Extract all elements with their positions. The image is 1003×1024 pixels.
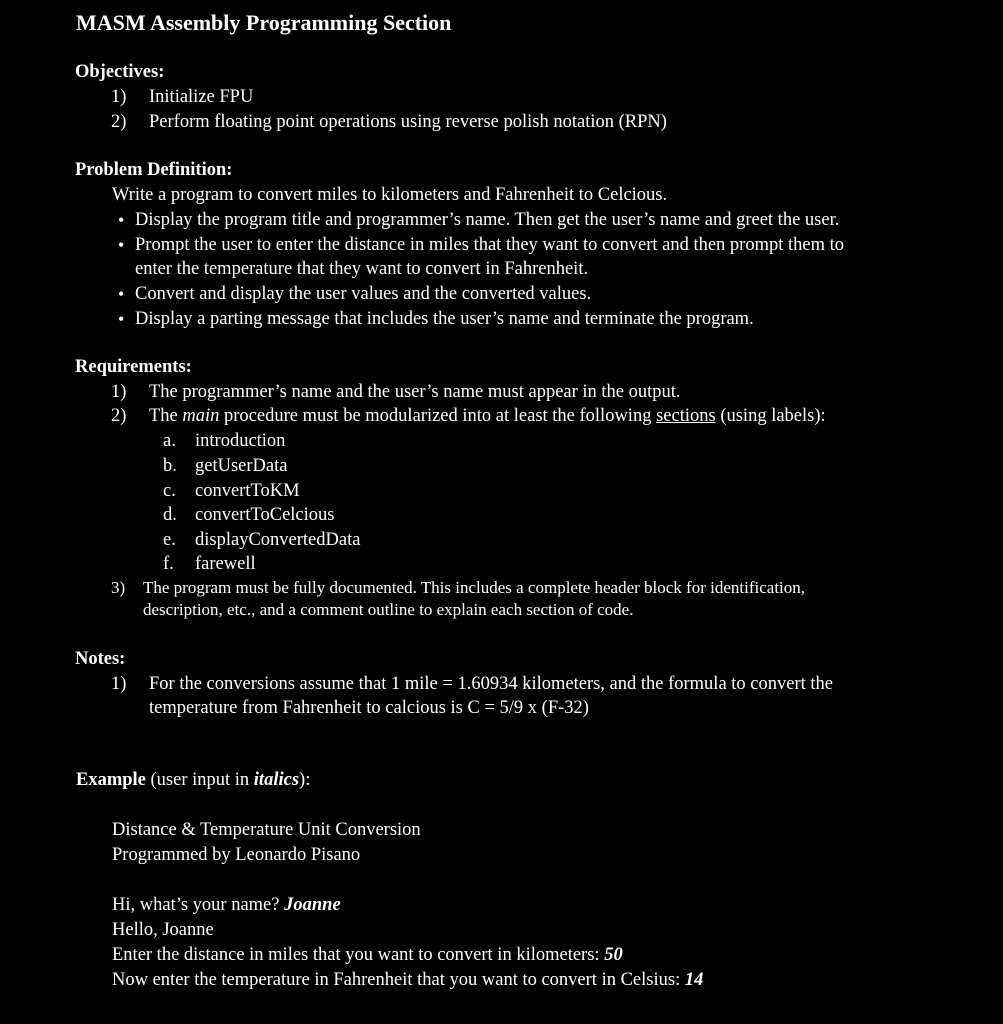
bullet-icon: • [118, 309, 125, 329]
example-prompt: Now enter the temperature in Fahrenheit that you want to convert in Celsius: [112, 970, 685, 990]
example-heading-text: (user input in [145, 770, 254, 790]
sub-item-letter: f. [163, 554, 174, 574]
sub-item-letter: a. [163, 431, 176, 451]
example-user-input: Joanne [284, 895, 341, 915]
example-heading-bold: Example [76, 770, 146, 790]
problem-bullet: Prompt the user to enter the distance in miles that they want to convert and then prompt them to [135, 235, 844, 255]
problem-heading: Problem Definition: [75, 160, 233, 180]
example-user-input: 14 [684, 970, 704, 990]
document-title: MASM Assembly Programming Section [76, 10, 452, 35]
requirement-item [149, 404, 826, 429]
objective-number: 1) [111, 87, 127, 107]
example-user-input: 50 [604, 945, 623, 965]
sub-item-letter: c. [163, 481, 176, 501]
requirement-text: The [149, 406, 183, 426]
sub-item: convertToCelcious [195, 505, 335, 525]
notes-heading: Notes: [75, 649, 126, 669]
note-number: 1) [111, 674, 127, 694]
requirement-item-continuation: description, etc., and a comment outline to explain each section of code. [143, 600, 634, 619]
example-heading-italic: italics [253, 770, 300, 790]
note-item-continuation: temperature from Fahrenheit to calcious is C = 5/9 x (F-32) [149, 698, 589, 718]
requirement-number: 2) [111, 406, 127, 426]
problem-bullet: Display the program title and programmer’s name. Then get the user’s name and greet the user. [135, 210, 840, 230]
example-heading [76, 768, 310, 793]
requirement-item: The programmer’s name and the user’s name must appear in the output. [149, 382, 681, 402]
note-item: For the conversions assume that 1 mile = 1.60934 kilometers, and the formula to convert the [149, 674, 833, 694]
sub-item: introduction [195, 431, 286, 451]
requirement-text: procedure must be modularized into at least the following [219, 406, 657, 426]
example-output-line: Hello, Joanne [112, 920, 214, 940]
example-output-line: Distance & Temperature Unit Conversion [112, 820, 421, 840]
example-prompt: Enter the distance in miles that you want to convert in kilometers: [112, 945, 605, 965]
requirement-number: 1) [111, 382, 127, 402]
sub-item-letter: d. [163, 505, 177, 525]
sub-item: getUserData [195, 456, 288, 476]
sub-item-letter: e. [163, 530, 176, 550]
example-prompt: Hi, what’s your name? [112, 895, 285, 915]
objectives-heading: Objectives: [75, 62, 165, 82]
sub-item: farewell [195, 554, 256, 574]
requirement-number: 3) [111, 578, 126, 597]
sub-item: displayConvertedData [195, 530, 361, 550]
problem-intro: Write a program to convert miles to kilometers and Fahrenheit to Celcious. [112, 185, 668, 205]
requirement-text: (using labels): [715, 406, 826, 426]
objective-item: Initialize FPU [149, 87, 254, 107]
bullet-icon: • [118, 210, 125, 230]
example-name-line [112, 893, 341, 918]
problem-bullet: Display a parting message that includes the user’s name and terminate the program. [135, 309, 754, 329]
problem-bullet: Convert and display the user values and the converted values. [135, 284, 592, 304]
requirements-heading: Requirements: [75, 357, 192, 377]
example-distance-line [112, 943, 623, 968]
objective-number: 2) [111, 112, 127, 132]
main-keyword: main [182, 406, 220, 426]
sub-item: convertToKM [195, 481, 300, 501]
example-output-line: Programmed by Leonardo Pisano [112, 845, 361, 865]
sub-item-letter: b. [163, 456, 177, 476]
example-heading-text: ): [299, 770, 311, 790]
bullet-icon: • [118, 284, 125, 304]
example-temperature-line [112, 968, 703, 993]
objective-item: Perform floating point operations using reverse polish notation (RPN) [149, 112, 667, 132]
bullet-icon: • [118, 235, 125, 255]
problem-bullet-continuation: enter the temperature that they want to convert in Fahrenheit. [135, 259, 589, 279]
requirement-item: The program must be fully documented. This includes a complete header block for identification, [143, 578, 806, 597]
sections-underlined: sections [656, 406, 716, 426]
